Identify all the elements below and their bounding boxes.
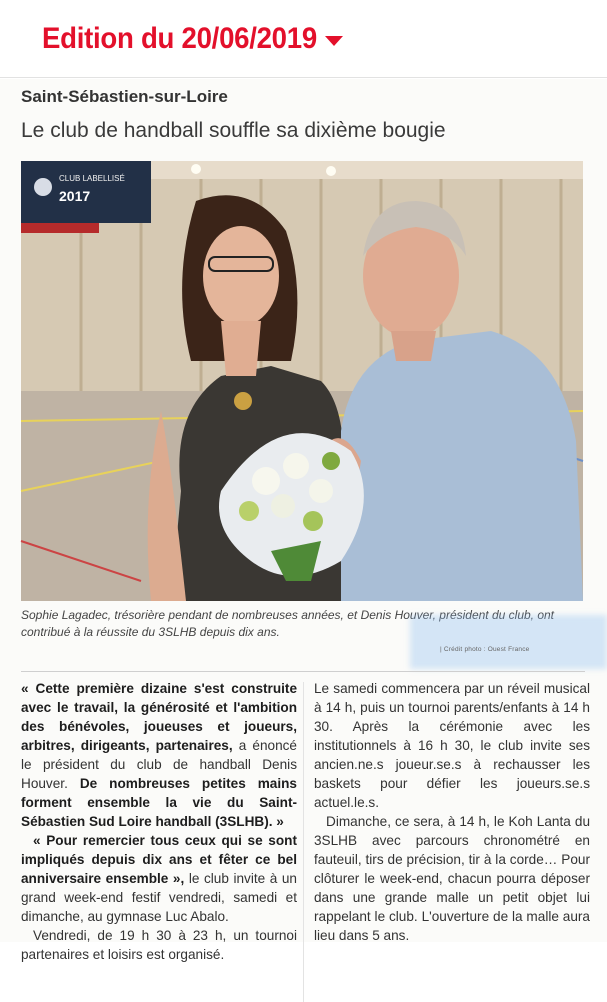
caret-down-icon[interactable] (325, 36, 343, 46)
banner-text: CLUB LABELLISÉ (59, 174, 125, 183)
article-headline: Le club de handball souffle sa dixième bougie (21, 119, 446, 142)
article-column-right (314, 679, 590, 945)
column-divider (303, 682, 304, 1002)
paragraph: Vendredi, de 19 h 30 à 23 h, un tournoi partenaires et loisirs est organisé. (21, 928, 297, 962)
photo-caption: Sophie Lagadec, trésorière pendant de nombreuses années, et Denis Houver, président du club, ont contribué à la réussite du 3SLHB depuis dix ans. (21, 608, 555, 639)
newspaper-page (0, 79, 607, 962)
banner-year: 2017 (59, 188, 91, 204)
photo-illustration (21, 161, 583, 601)
paragraph: « Cette première dizaine s'est construite avec le travail, la générosité et l'ambition des bénévoles, joueuses et joueurs, arbitres, dirigeants, partenaires, a énoncé le président du club de handball Denis Houver. De nombreuses petites mains forment ensemble la vie du Saint-Sébastien Sud Loire handball (3SLHB). » (21, 681, 297, 829)
divider (21, 671, 585, 672)
paragraph: Le samedi commencera par un réveil musical à 14 h, puis un tournoi parents/enfants à 14 h 30. Après la cérémonie avec les institutionnels à 16 h 30, le club invite ses ancien.ne.s joueur.se.s à rechausser les baskets pour défier les joueurs.se.s actuel.le.s. (314, 681, 590, 810)
article-column-left (21, 679, 297, 964)
paragraph: Dimanche, ce sera, à 14 h, le Koh Lanta du 3SLHB avec parcours chronométré en fauteuil, tirs de précision, tir à la corde… Pour clôturer le week-end, chacun pourra déposer dans une grande malle un petit objet lui rappelant le club. L'ouverture de la malle aura lieu dans 5 ans. (314, 814, 590, 943)
edition-title[interactable]: Edition du 20/06/2019 (42, 21, 317, 55)
article-photo (21, 161, 583, 601)
article-kicker: Saint-Sébastien-sur-Loire (21, 87, 228, 106)
edition-header[interactable] (0, 0, 607, 78)
paragraph: « Pour remercier tous ceux qui se sont impliqués depuis dix ans et fêter ce bel anniversaire ensemble », le club invite à un grand week-end festif vendredi, samedi et dimanche, au gymnase Luc Abalo. (21, 833, 297, 924)
text-highlight (410, 615, 607, 669)
photo-credit: | Crédit photo : Ouest France (440, 646, 530, 653)
